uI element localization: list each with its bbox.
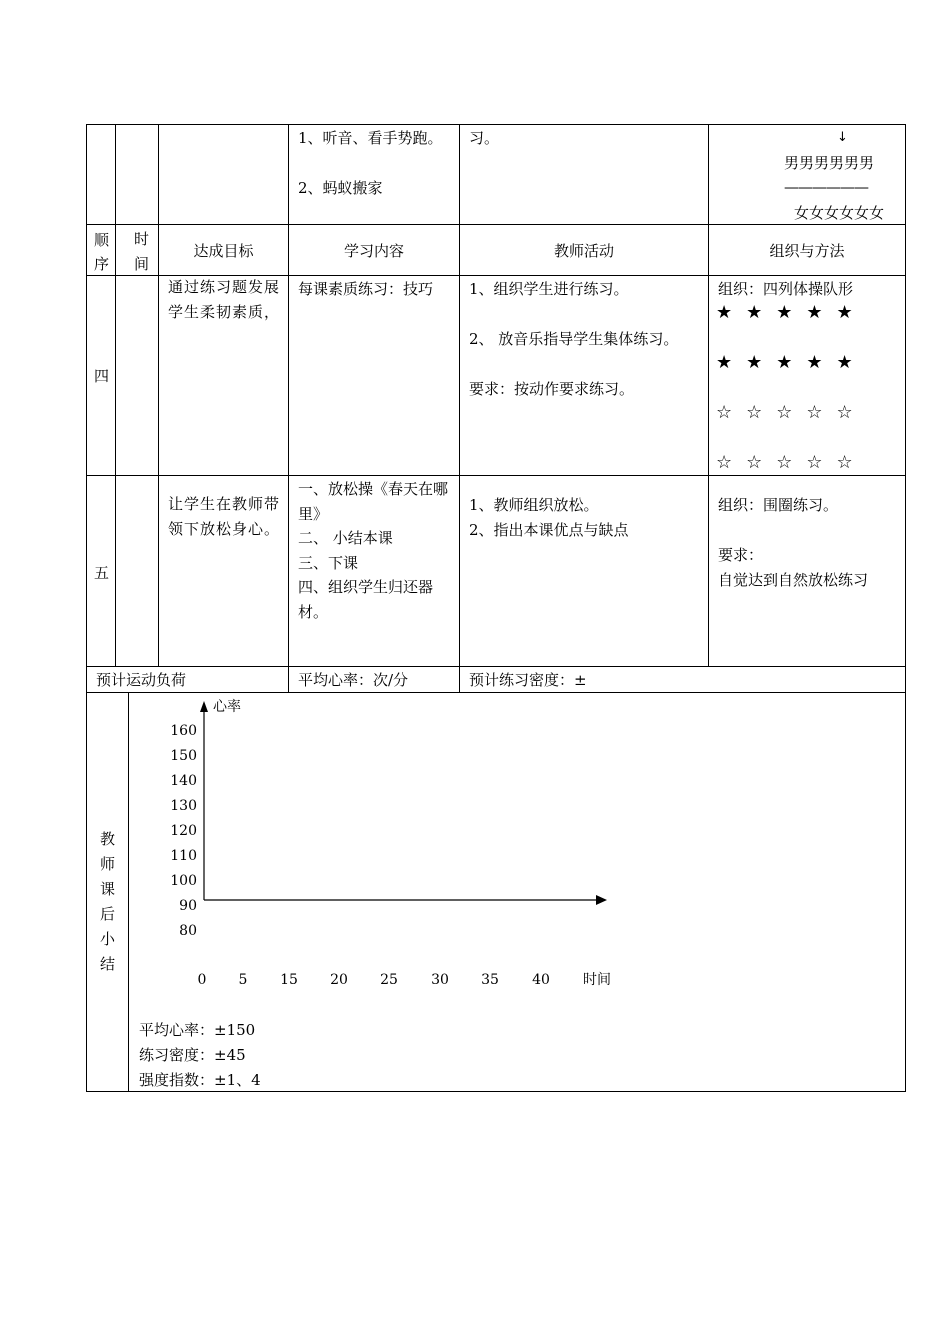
y-tick: 120 <box>170 823 197 839</box>
section5-org-2: 要求： <box>718 546 764 564</box>
y-tick: 150 <box>170 748 197 764</box>
section5-teacher-2: 2、指出本课优点与缺点 <box>469 521 629 539</box>
section4-teacher-1: 1、组织学生进行练习。 <box>469 280 629 298</box>
summary-char-6: 结 <box>100 955 116 973</box>
header-content: 学习内容 <box>343 242 404 260</box>
x-tick: 5 <box>238 972 248 988</box>
summary-char-5: 小 <box>100 930 116 948</box>
content-item-2: 2、蚂蚁搬家 <box>298 179 383 197</box>
section5-content-4: 四、组织学生归还器材。 <box>298 578 434 621</box>
section5-org-3: 自觉达到自然放松练习 <box>718 571 869 589</box>
section5-teacher-1: 1、教师组织放松。 <box>469 496 599 514</box>
down-arrow-icon: ↓ <box>837 130 848 145</box>
header-order-char-1: 顺 <box>94 231 110 249</box>
section5-content-1: 一、放松操《春天在哪里》 <box>298 480 449 523</box>
section4-teacher-3: 要求：按动作要求练习。 <box>469 380 635 398</box>
section5-content-3: 三、下课 <box>298 554 359 572</box>
formation-row-2: ★★★★★ <box>716 352 867 373</box>
load-heart-rate: 平均心率：次/分 <box>298 671 409 689</box>
summary-intensity: 强度指数：±1、4 <box>139 1071 261 1089</box>
y-tick: 130 <box>170 798 197 814</box>
section4-content: 每课素质练习：技巧 <box>298 280 434 298</box>
girls-row: 女女女女女女 <box>794 204 885 222</box>
x-tick: 30 <box>431 972 449 988</box>
formation-row-3: ☆☆☆☆☆ <box>716 402 867 423</box>
load-density: 预计练习密度：± <box>469 671 587 689</box>
content-item-1: 1、听音、看手势跑。 <box>298 129 443 147</box>
summary-density: 练习密度：±45 <box>139 1046 246 1064</box>
y-axis-arrow-icon <box>200 701 208 712</box>
summary-char-4: 后 <box>100 905 116 923</box>
header-org: 组织与方法 <box>769 242 845 260</box>
section4-goal: 通过练习题发展学生柔韧素质， <box>168 278 279 321</box>
summary-char-2: 师 <box>100 855 116 873</box>
formation-row-1: ★★★★★ <box>716 302 867 323</box>
x-tick: 0 <box>197 972 207 988</box>
x-tick: 20 <box>330 972 348 988</box>
x-tick: 15 <box>280 972 298 988</box>
x-axis-arrow-icon <box>596 895 607 905</box>
header-time-char-1: 时 <box>134 230 150 248</box>
section5-goal: 让学生在教师带领下放松身心。 <box>168 495 279 538</box>
y-axis-label: 心率 <box>213 699 241 715</box>
header-time-char-2: 间 <box>134 255 150 273</box>
teacher-text: 习。 <box>469 129 500 147</box>
section5-order: 五 <box>94 564 110 582</box>
y-tick: 160 <box>170 723 197 739</box>
formation-row-4: ☆☆☆☆☆ <box>716 452 867 473</box>
summary-char-1: 教 <box>100 830 116 848</box>
header-goal: 达成目标 <box>193 242 254 260</box>
y-tick: 80 <box>179 923 197 939</box>
boys-row: 男男男男男男 <box>784 154 875 172</box>
x-tick: 40 <box>532 972 550 988</box>
section4-org-title: 组织：四列体操队形 <box>718 280 854 298</box>
divider-line: —————— <box>784 178 868 196</box>
summary-avg-hr: 平均心率：±150 <box>139 1021 256 1039</box>
header-order-char-2: 序 <box>94 255 110 273</box>
load-label: 预计运动负荷 <box>96 671 187 689</box>
section4-order: 四 <box>94 367 110 385</box>
summary-char-3: 课 <box>100 880 116 898</box>
y-tick: 140 <box>170 773 197 789</box>
y-tick: 100 <box>170 873 197 889</box>
header-teacher: 教师活动 <box>553 242 614 260</box>
y-tick: 90 <box>179 898 197 914</box>
section5-org-1: 组织：围圈练习。 <box>718 496 839 514</box>
y-tick: 110 <box>170 848 197 864</box>
section4-teacher-2: 2、 放音乐指导学生集体练习。 <box>469 330 679 348</box>
x-tick: 35 <box>481 972 499 988</box>
x-axis-label: 时间 <box>583 972 611 988</box>
section5-content-2: 二、 小结本课 <box>298 529 393 547</box>
x-tick: 25 <box>380 972 398 988</box>
